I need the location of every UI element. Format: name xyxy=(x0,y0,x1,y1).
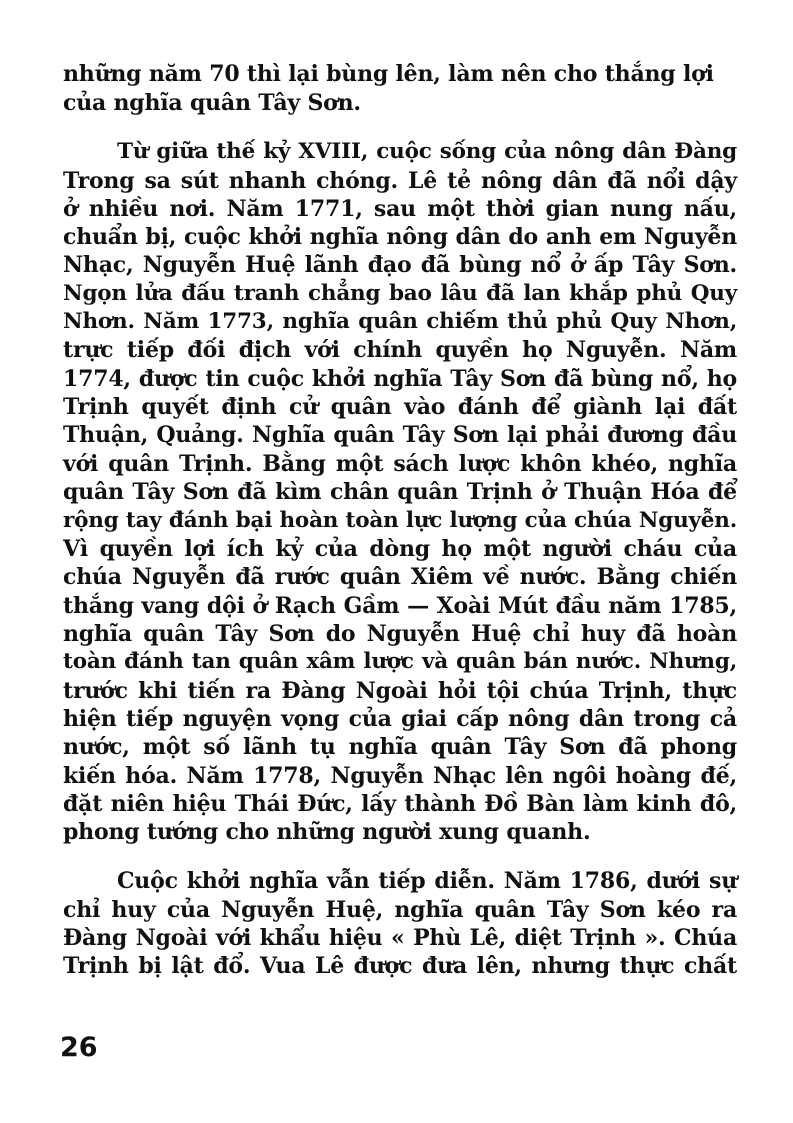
text-line: phong tướng cho những người xung quanh. xyxy=(63,819,591,845)
text-line: Ngọn lửa đấu tranh chẳng bao lâu đã lan khắp phủ Quy xyxy=(63,281,737,306)
text-line: Thuận, Quảng. Nghĩa quân Tây Sơn lại phải đương đầu xyxy=(63,422,737,448)
text-line: nước, một số lãnh tụ nghĩa quân Tây Sơn đã phong xyxy=(63,734,737,760)
text-line: quân Tây Sơn đã kìm chân quân Trịnh ở Thuận Hóa để xyxy=(63,479,737,505)
text-line: nghĩa quân Tây Sơn do Nguyễn Huệ chỉ huy đã hoàn xyxy=(63,621,737,647)
text-line: Trịnh bị lật đổ. Vua Lê được đưa lên, nhưng thực chất xyxy=(63,953,737,979)
paragraph-first-line: Cuộc khởi nghĩa vẫn tiếp diễn. Năm 1786, dưới sự xyxy=(117,868,737,894)
text-line: Đàng Ngoài với khẩu hiệu « Phù Lê, diệt Trịnh ». Chúa xyxy=(63,925,737,951)
text-line: Nhơn. Năm 1773, nghĩa quân chiếm thủ phủ Quy Nhơn, xyxy=(63,309,737,334)
text-line: Trong sa sút nhanh chóng. Lê tẻ nông dân đã nổi dậy xyxy=(63,168,737,194)
text-line: chuẩn bị, cuộc khởi nghĩa nông dân do anh em Nguyễn xyxy=(63,224,737,250)
text-line: 1774, được tin cuộc khởi nghĩa Tây Sơn đã bùng nổ, họ xyxy=(63,366,737,392)
text-line: kiến hóa. Năm 1778, Nguyễn Nhạc lên ngôi hoàng đế, xyxy=(63,763,737,789)
text-line: Vì quyền lợi ích kỷ của dòng họ một người cháu của xyxy=(63,536,737,562)
text-line: Nhạc, Nguyễn Huệ lãnh đạo đã bùng nổ ở ấp Tây Sơn. xyxy=(63,252,737,278)
text-line: trước khi tiến ra Đàng Ngoài hỏi tội chúa Trịnh, thực xyxy=(63,678,737,704)
paragraph-first-line: Từ giữa thế kỷ XVIII, cuộc sống của nông dân Đàng xyxy=(117,139,737,164)
page-number: 26 xyxy=(60,1032,98,1063)
text-line: của nghĩa quân Tây Sơn. xyxy=(63,90,361,116)
text-line: chỉ huy của Nguyễn Huệ, nghĩa quân Tây Sơn kéo ra xyxy=(63,897,737,923)
text-line: toàn đánh tan quân xâm lược và quân bán nước. Nhưng, xyxy=(63,649,737,674)
text-line: Trịnh quyết định cử quân vào đánh để giành lại đất xyxy=(63,394,737,420)
text-line: với quân Trịnh. Bằng một sách lược khôn khéo, nghĩa xyxy=(63,451,737,477)
text-line: chúa Nguyễn đã rước quân Xiêm về nước. Bằng chiến xyxy=(63,564,737,590)
text-line: thắng vang dội ở Rạch Gầm — Xoài Mút đầu năm 1785, xyxy=(63,593,737,619)
text-line: rộng tay đánh bại hoàn toàn lực lượng của chúa Nguyễn. xyxy=(63,508,737,533)
text-line: những năm 70 thì lại bùng lên, làm nên cho thắng lợi xyxy=(63,61,714,87)
text-line: hiện tiếp nguyện vọng của giai cấp nông dân trong cả xyxy=(63,706,737,732)
text-line: ở nhiều nơi. Năm 1771, sau một thời gian nung nấu, xyxy=(63,196,737,222)
text-line: đặt niên hiệu Thái Đức, lấy thành Đồ Bàn làm kinh đô, xyxy=(63,791,737,817)
text-line: trực tiếp đối địch với chính quyền họ Nguyễn. Năm xyxy=(63,337,737,363)
